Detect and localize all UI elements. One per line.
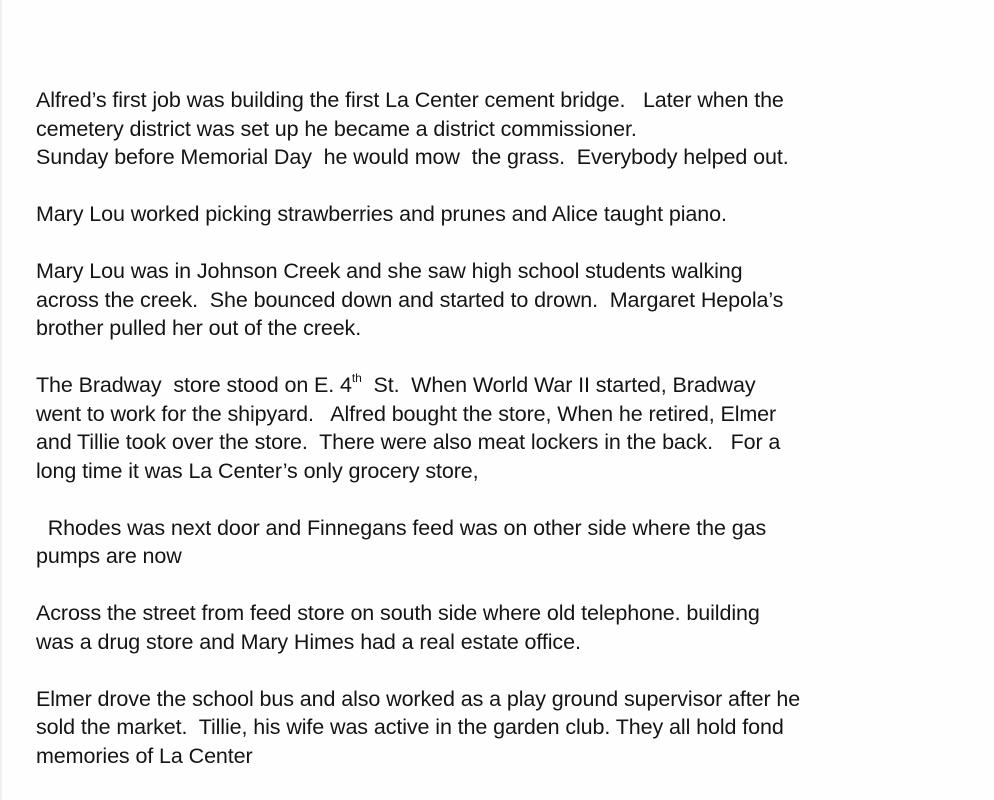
- text-line: Mary Lou worked picking strawberries and prunes and Alice taught piano.: [36, 202, 727, 226]
- text-fragment: St. When World War II started, Bradway: [361, 373, 756, 397]
- paragraph-johnson-creek: [36, 257, 966, 343]
- paragraph-mary-lou-work: [36, 200, 966, 229]
- scan-edge-shadow: [0, 0, 3, 800]
- text-line: Alfred’s first job was building the first La Center cement bridge. Later when the: [36, 88, 784, 112]
- text-line: [36, 371, 966, 400]
- text-line: Elmer drove the school bus and also worked as a play ground supervisor after he: [36, 686, 801, 711]
- text-fragment: The Bradway store stood on E. 4: [36, 373, 352, 397]
- text-line: across the creek. She bounced down and started to drown. Margaret Hepola’s: [36, 287, 784, 312]
- paragraph-bradway-store: [36, 371, 966, 485]
- text-line: cemetery district was set up he became a district commissioner.: [36, 116, 637, 141]
- paragraph-alfred-bridge: [36, 86, 966, 172]
- text-line: memories of La Center: [36, 743, 253, 768]
- text-line: sold the market. Tillie, his wife was active in the garden club. They all hold fond: [36, 715, 784, 739]
- text-line: was a drug store and Mary Himes had a real estate office.: [36, 629, 581, 654]
- text-line: pumps are now: [36, 544, 182, 568]
- paragraph-rhodes-finnegans: [36, 514, 966, 571]
- paragraph-drug-store: [36, 599, 966, 656]
- paragraph-elmer-bus: [36, 685, 966, 771]
- text-line: brother pulled her out of the creek.: [36, 316, 362, 340]
- text-line: Mary Lou was in Johnson Creek and she saw high school students walking: [36, 259, 743, 283]
- text-line: Across the street from feed store on south side where old telephone. building: [36, 601, 760, 625]
- text-line: Sunday before Memorial Day he would mow the grass. Everybody helped out.: [36, 145, 789, 169]
- ordinal-superscript: th: [351, 370, 362, 385]
- text-line: went to work for the shipyard. Alfred bought the store, When he retired, Elmer: [36, 401, 777, 426]
- document-body: [36, 86, 966, 799]
- text-line: Rhodes was next door and Finnegans feed was on other side where the gas: [36, 515, 767, 540]
- text-line: long time it was La Center’s only grocery store,: [36, 458, 479, 483]
- text-line: and Tillie took over the store. There were also meat lockers in the back. For a: [36, 430, 781, 454]
